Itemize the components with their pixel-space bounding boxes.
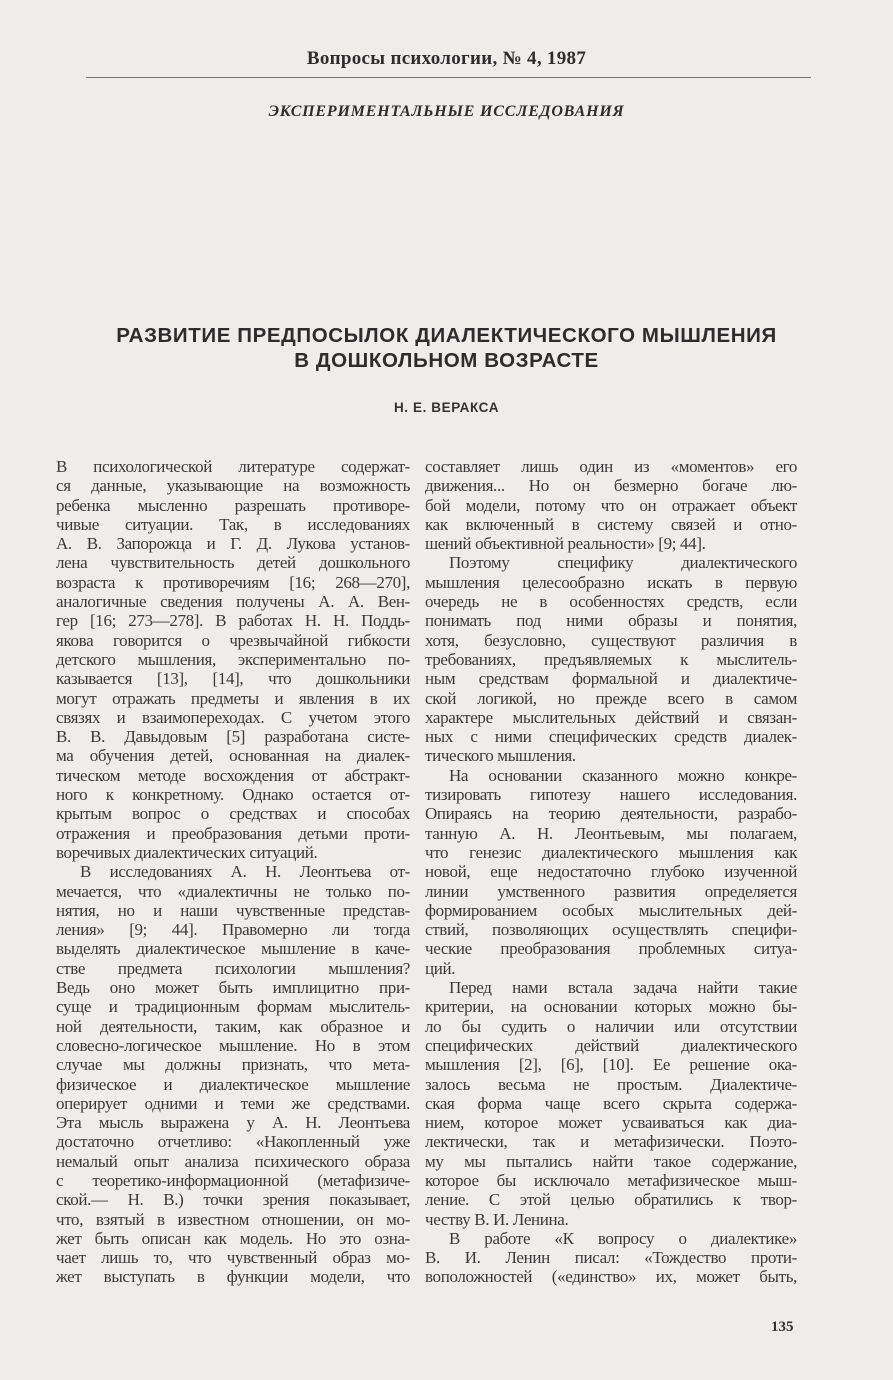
text-line: аналогичные сведения получены А. А. Вен-	[56, 592, 410, 612]
text-line: тического мышления.	[425, 746, 576, 766]
text-line: что, взятый в известном отношении, он мо-	[56, 1209, 410, 1229]
text-line: детского мышления, экспериментально по-	[56, 649, 410, 669]
text-line: жет выступать в функции модели, что	[56, 1267, 410, 1287]
text-line: Ведь оно может быть имплицитно при-	[56, 978, 410, 998]
text-line: нием, которое может усваиваться как диа-	[425, 1113, 797, 1133]
text-line: В работе «К вопросу о диалектике»	[449, 1228, 797, 1248]
text-line: лена чувствительность детей дошкольного	[56, 553, 410, 573]
text-line: тическом методе восхождения от абстракт-	[56, 765, 410, 785]
article-title	[0, 323, 893, 373]
right-column	[425, 457, 797, 1287]
page-number: 135	[771, 1319, 794, 1335]
paragraph	[425, 1229, 797, 1287]
text-line: ческие преобразования проблемных ситуа-	[425, 939, 797, 959]
text-line: залось весьма не простым. Диалектиче-	[425, 1074, 797, 1094]
paragraph	[425, 553, 797, 765]
text-line: новой, еще недостаточно глубоко изученной	[425, 862, 797, 882]
text-line: танную А. Н. Леонтьевым, мы полагаем,	[425, 823, 797, 843]
text-line: ской логикой, но прежде всего в самом	[425, 688, 797, 708]
text-line: отражения и преобразования детьми проти-	[56, 823, 410, 843]
text-line: В психологической литературе содержат-	[56, 457, 410, 476]
text-line: которое бы исключало метафизическое мыш-	[425, 1170, 797, 1190]
text-line: как включенный в систему связей и отно-	[425, 514, 797, 534]
left-column	[56, 457, 410, 1287]
text-line: могут отражать предметы и явления в их	[56, 688, 410, 708]
text-line: характере мыслительных действий и связан-	[425, 707, 797, 727]
text-line: формированием особых мыслительных дей-	[425, 900, 797, 920]
journal-header: Вопросы психологии, № 4, 1987	[306, 48, 587, 69]
text-line: специфических действий диалектического	[425, 1035, 797, 1055]
text-line: ной деятельности, таким, как образное и	[56, 1016, 410, 1036]
text-line: крытым вопрос о средствах и способах	[56, 804, 410, 824]
paragraph	[56, 457, 410, 862]
text-line: связях и взаимопереходах. С учетом этого	[56, 707, 410, 727]
text-line: критерии, на основании которых можно бы-	[425, 997, 797, 1017]
text-line: выделять диалектическое мышление в каче-	[56, 939, 410, 959]
article-title-line: РАЗВИТИЕ ПРЕДПОСЫЛОК ДИАЛЕКТИЧЕСКОГО МЫШЛЕНИЯ	[116, 324, 777, 347]
text-line: честву В. И. Ленина.	[425, 1209, 569, 1229]
text-line: линии умственного развития определяется	[425, 881, 797, 901]
text-line: ным средствам формальной и диалектиче-	[425, 669, 797, 689]
text-line: мышления целесообразно искать в первую	[425, 572, 797, 592]
text-line: физическое и диалектическое мышление	[56, 1074, 410, 1094]
text-line: му мы пытались найти такое содержание,	[425, 1151, 797, 1171]
text-line: ление. С этой целью обратились к твор-	[425, 1190, 797, 1210]
text-line: шений объективной реальности» [9; 44].	[425, 534, 706, 554]
paragraph	[425, 457, 797, 553]
text-line: На основании сказанного можно конкре-	[449, 765, 797, 785]
text-line: мечается, что «диалектичны не только по-	[56, 881, 410, 901]
text-line: немалый опыт анализа психического образа	[56, 1151, 410, 1171]
text-line: оперирует одними и теми же средствами.	[56, 1093, 410, 1113]
text-line: ных с ними специфических средств диалек-	[425, 727, 797, 747]
text-line: составляет лишь один из «моментов» его	[425, 457, 797, 476]
text-line: движения... Но он безмерно богаче лю-	[425, 476, 797, 496]
text-line: возраста к противоречиям [16; 268—270],	[56, 572, 410, 592]
section-heading: ЭКСПЕРИМЕНТАЛЬНЫЕ ИССЛЕДОВАНИЯ	[268, 103, 625, 120]
text-line: мышления [2], [6], [10]. Ее решение ока-	[425, 1055, 797, 1075]
text-line: Перед нами встала задача найти такие	[449, 978, 797, 998]
text-line: ло бы судить о наличии или отсутствии	[425, 1016, 797, 1036]
paragraph	[56, 862, 410, 1287]
text-line: В. В. Давыдовым [5] разработана систе-	[56, 727, 410, 747]
text-line: лектически, так и метафизически. Поэто-	[425, 1132, 797, 1152]
article-title-line: В ДОШКОЛЬНОМ ВОЗРАСТЕ	[294, 349, 599, 372]
text-line: стве предмета психологии мышления?	[56, 958, 410, 978]
text-line: что генезис диалектического мышления как	[425, 842, 797, 862]
text-line: достаточно отчетливо: «Накопленный уже	[56, 1132, 410, 1152]
text-line: словесно-логическое мышление. Но в этом	[56, 1035, 410, 1055]
text-line: очередь не в особенностях средств, если	[425, 592, 797, 612]
text-line: якова говорится о чрезвычайной гибкости	[56, 630, 410, 650]
text-line: нятия, но и наши чувственные представ-	[56, 900, 410, 920]
text-line: В. И. Ленин писал: «Тождество проти-	[425, 1248, 797, 1268]
text-line: Опираясь на теорию деятельности, разрабо-	[425, 804, 797, 824]
text-line: ся данные, указывающие на возможность	[56, 476, 410, 496]
text-line: с теоретико-информационной (метафизиче-	[56, 1170, 410, 1190]
text-line: случае мы должны признать, что мета-	[56, 1055, 410, 1075]
text-line: жет быть описан как модель. Но это озна-	[56, 1228, 410, 1248]
text-line: требованиях, предъявляемых к мыслитель-	[425, 649, 797, 669]
text-line: ская форма чаще всего скрыта содержа-	[425, 1093, 797, 1113]
text-line: хотя, безусловно, существуют различия в	[425, 630, 797, 650]
text-line: суще и традиционным формам мыслитель-	[56, 997, 410, 1017]
text-line: тизировать гипотезу нашего исследования.	[425, 785, 797, 805]
text-line: А. В. Запорожца и Г. Д. Лукова установ-	[56, 534, 410, 554]
text-line: бой модели, потому что он отражает объект	[425, 495, 797, 515]
text-line: ребенка мысленно разрешать противоре-	[56, 495, 410, 515]
text-line: ций.	[425, 958, 456, 978]
text-line: воположностей («единство» их, может быть,	[425, 1267, 797, 1287]
header-rule	[86, 77, 811, 78]
text-line: чает лишь то, что чувственный образ мо-	[56, 1248, 410, 1268]
text-line: ления» [9; 44]. Правомерно ли тогда	[56, 920, 410, 940]
text-line: казывается [13], [14], что дошкольники	[56, 669, 410, 689]
text-line: ма обучения детей, основанная на диалек-	[56, 746, 410, 766]
text-line: Поэтому специфику диалектического	[449, 553, 797, 573]
text-line: ного к конкретному. Однако остается от-	[56, 785, 410, 805]
article-author: Н. Е. ВЕРАКСА	[393, 400, 500, 415]
text-line: Эта мысль выражена у А. Н. Леонтьева	[56, 1113, 410, 1133]
text-line: понимать под ними образы и понятия,	[425, 611, 797, 631]
text-line: ствий, позволяющих осуществлять специфи-	[425, 920, 797, 940]
text-line: воречивых диалектических ситуаций.	[56, 842, 318, 862]
text-line: ской.— Н. В.) точки зрения показывает,	[56, 1190, 410, 1210]
paragraph	[425, 978, 797, 1229]
text-line: В исследованиях А. Н. Леонтьева от-	[80, 862, 410, 882]
text-line: гер [16; 273—278]. В работах Н. Н. Поддь-	[56, 611, 410, 631]
paragraph	[425, 766, 797, 978]
text-line: чивые ситуации. Так, в исследованиях	[56, 514, 410, 534]
